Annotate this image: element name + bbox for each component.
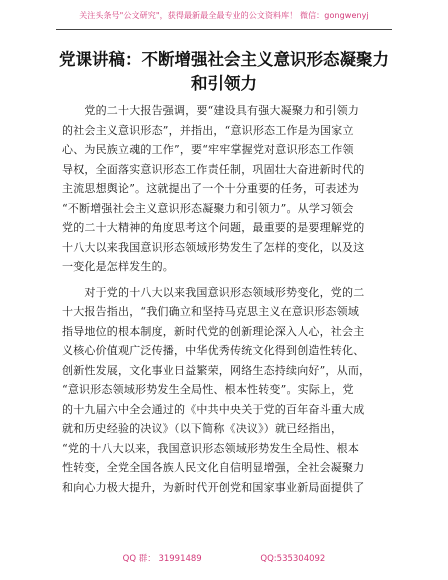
text-line: 一变化是怎样发生的。 [62,260,174,273]
text-line: 十八大以来我国意识形态领域形势发生了怎样的变化，以及这 [62,240,365,254]
footer-contact [0,552,448,564]
document-body [62,101,390,503]
text-line: 和向心力极大提升，为新时代开创党和国家事业新局面提供了 [62,480,365,494]
document-title [56,48,392,96]
title-line-1: 党课讲稿：不断增强社会主义意识形态凝聚力 [59,50,389,69]
footer-qq: QQ:535304092 [260,554,326,564]
title-line-2: 和引领力 [191,74,257,93]
text-line: 的社会主义意识形态”，并指出，“意识形态工作是为国家立 [62,123,354,137]
text-line: 党的二十大精神的角度思考这个问题，最重要的是要理解党的 [62,221,365,234]
text-line: 性转变，全党全国各族人民文化自信明显增强，全社会凝聚力 [62,461,365,474]
text-line: “意识形态领域形势发生全局性、根本性转变”。实际上，党 [62,383,354,396]
text-line: 指导地位的根本制度，新时代党的创新理论深入人心，社会主 [62,324,365,338]
text-line: 党的二十大报告强调，要“建设具有强大凝聚力和引领力 [62,104,360,117]
text-line: 的十九届六中全会通过的《中共中央关于党的百年奋斗重大成 [62,402,365,416]
text-line: 心、为民族立魂的工作”，要“牢牢掌握党对意识形态工作领 [62,143,354,156]
text-line: 主流思想舆论”。这就提出了一个十分重要的任务，可表述为 [62,182,360,195]
text-line: 导权，全面落实意识形态工作责任制，巩固壮大奋进新时代的 [62,162,365,176]
footer-qq-group: QQ 群： 31991489 [122,554,202,564]
paragraph-2 [62,283,390,498]
text-line: “党的十八大以来，我国意识形态领域形势发生全局性、根本 [62,441,360,455]
header-banner: 关注头条号"公文研究"，获得最新最全最专业的公文资料库！ 微信：gongwenyj [79,11,369,20]
header-rule [56,29,392,30]
text-line: “不断增强社会主义意识形态凝聚力和引领力”。从学习领会 [62,201,354,215]
paragraph-1 [62,101,390,277]
text-line: 创新性发展，文化事业日益繁荣，网络生态持续向好”，从而， [62,363,371,377]
text-line: 对于党的十八大以来我国意识形态领域形势变化，党的二 [62,285,365,299]
text-line: 义核心价值观广泛传播，中华优秀传统文化得到创造性转化、 [62,344,365,357]
text-line: 十大报告指出，“我们确立和坚持马克思主义在意识形态领域 [62,305,360,318]
text-line: 就和历史经验的决议》（以下简称《决议》）就已经指出， [62,422,343,435]
